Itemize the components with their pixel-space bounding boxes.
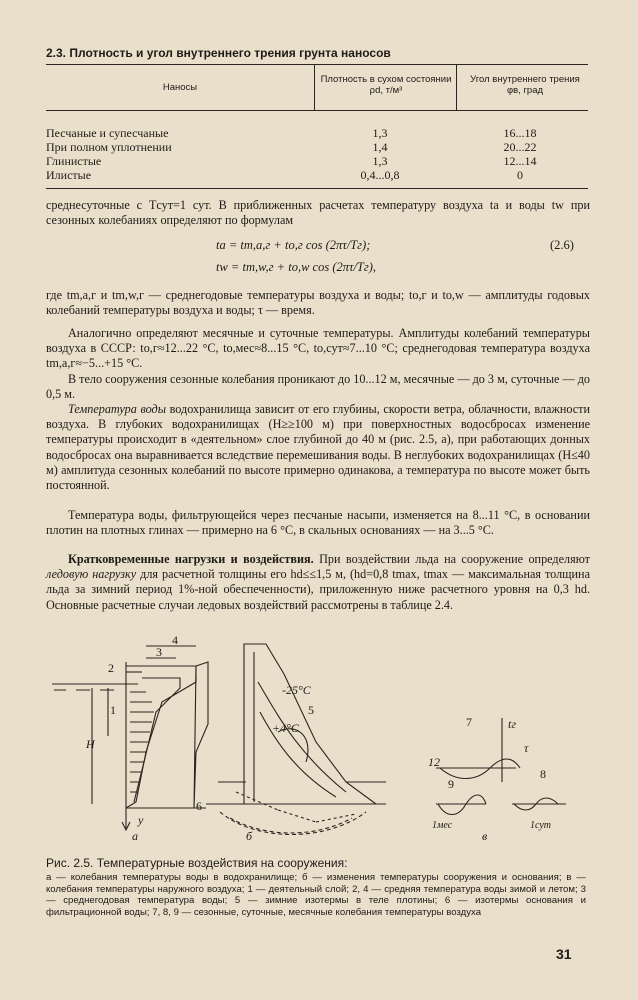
label-day: 1сут — [530, 820, 552, 831]
formula-air: ta = tm,a,г + to,г cos (2πτ/Tг); — [216, 238, 371, 252]
paragraph-7-text-b: для расчетной толщины его hd≤≤1,5 м, (hd=0,8 tmax, tmax — максимальная толщина льда за зимний период 1%-ной обеспеченности), приложенную ниже расчетного уровня на 0,3 hd. Основные расчетные случаи ледовых воздействий рассмотрены в таблице 2.4. — [46, 567, 590, 612]
paragraph-3: Аналогично определяют месячные и суточные температуры. Амплитуды колебаний температуры воздуха в СССР: to,г≈12...22 °С, to,мес≈8...15 °С, to,сут≈7...10 °С; среднегодовая температура воздуха tm,a,г≈−5...+15 °С. — [46, 326, 590, 371]
cell-density: 0,4...0,8 — [360, 168, 400, 182]
label-12: 12 — [428, 755, 440, 769]
cell-angle: 0 — [517, 168, 523, 182]
hatch-lines-a — [130, 692, 154, 792]
page-number: 31 — [556, 946, 572, 962]
cell-sediment: Глинистые — [46, 154, 102, 168]
figure-2-5 — [46, 632, 590, 854]
monthly-oscillation-curve — [438, 795, 486, 815]
label-2: 2 — [108, 661, 114, 675]
water-temperature-term: Температура воды — [68, 402, 166, 416]
label-7: 7 — [466, 715, 472, 729]
table-header-rule — [46, 110, 588, 111]
cell-sediment: Песчаные и супесчаные — [46, 126, 169, 140]
panel-label-v: в — [482, 829, 488, 843]
dam-section-a — [194, 662, 208, 808]
table-header-sediment: Наносы — [162, 82, 198, 93]
label-tau: τ — [524, 741, 529, 755]
table-header-density: Плотность в сухом состоянии ρd, т/м³ — [320, 74, 452, 96]
table-divider-1 — [314, 64, 315, 110]
short-term-loads-heading: Кратковременные нагрузки и воздействия. — [68, 552, 314, 566]
summer-temperature-curve — [126, 666, 196, 808]
paragraph-5-text: водохранилища зависит от его глубины, скорости ветра, облачности, влажности воздуха. В глубоких водохранилищах (H≥≥100 м) при поверхностных водосбросах изменение температуры происходит в «деятельном» слое глубиной до 40 м (рис. 2.5, а), при работающих донных водосбросах она выравнивается вследствие перемешивания воды. В неглубоких водохранилищах (H≤40 м) амплитуда сезонных колебаний по высоте примерно одинакова, а температура по высоте может быть постоянной. — [46, 402, 590, 493]
label-3: 3 — [156, 645, 162, 659]
label-plus4: +4°С — [272, 721, 299, 735]
winter-isotherms — [254, 652, 346, 802]
section-title: 2.3. Плотность и угол внутреннего трения грунта наносов — [46, 46, 391, 60]
winter-temperature-curve — [134, 678, 180, 802]
label-minus25: -25°С — [282, 683, 311, 697]
cell-angle: 20...22 — [503, 140, 537, 154]
paragraph-4: В тело сооружения сезонные колебания проникают до 10...12 м, месячные — до 3 м, суточные — до 0,5 м. — [46, 372, 590, 402]
cell-density: 1,3 — [372, 154, 388, 168]
table-bottom-rule — [46, 188, 588, 189]
ice-load-term: ледовую нагрузку — [46, 567, 137, 582]
filtration-isotherms — [220, 812, 366, 835]
table-header-angle: Угол внутреннего трения φв, град — [470, 74, 580, 96]
label-month: 1мес — [432, 820, 453, 831]
paragraph-5 — [46, 402, 590, 493]
panel-label-b: б — [246, 829, 253, 843]
panel-label-a: а — [132, 829, 138, 843]
table-divider-2 — [456, 64, 457, 110]
paragraph-2: где tm,a,г и tm,w,г — среднегодовые температуры воздуха и воды; to,г и to,w — амплитуды годовых колебаний температуры воздуха и воды; τ — время. — [46, 288, 590, 318]
label-8: 8 — [540, 767, 546, 781]
paragraph-6: Температура воды, фильтрующейся через песчаные насыпи, изменяется на 8...11 °С, в основании плотин на плотных глинах — примерно на 6 °С, в скальных основаниях — на 3...5 °С. — [46, 508, 590, 538]
cell-sediment: При полном уплотнении — [46, 140, 172, 154]
table-top-rule — [46, 64, 588, 65]
figure-caption-title: Рис. 2.5. Температурные воздействия на сооружения: — [46, 856, 348, 870]
cell-sediment: Илистые — [46, 168, 92, 182]
label-1: 1 — [110, 703, 116, 717]
paragraph-7 — [46, 552, 590, 613]
label-9: 9 — [448, 777, 454, 791]
annual-oscillation-curve — [440, 759, 520, 779]
paragraph-7-text-a: При воздействии льда на сооружение определяют — [313, 552, 590, 566]
figure-caption-body: а — колебания температуры воды в водохранилище; б — изменения температуры сооружения и основания; в — колебания температуры наружного воздуха; 1 — деятельный слой; 2, 4 — средняя температура воды зимой и летом; 3 — среднегодовая температура воды; 5 — зимние изотермы в теле плотины; 6 — изотермы основания и фильтрационной воды; 7, 8, 9 — сезонные, суточные, месячные колебания температуры воздуха — [46, 872, 586, 918]
formula-water: tw = tm,w,г + to,w cos (2πτ/Tг), — [216, 260, 377, 274]
cell-density: 1,4 — [372, 140, 388, 154]
cell-angle: 16...18 — [503, 126, 537, 140]
cell-density: 1,3 — [372, 126, 388, 140]
dam-body-b — [244, 644, 376, 804]
label-tr: tг — [508, 717, 517, 731]
cell-angle: 12...14 — [503, 154, 537, 168]
label-6: 6 — [196, 799, 202, 813]
paragraph-1: среднесуточные с Tсут=1 сут. В приближенных расчетах температуру воздуха ta и воды tw при сезонных колебаниях определяют по формулам — [46, 198, 590, 228]
label-4: 4 — [172, 633, 178, 647]
equation-number: (2.6) — [550, 238, 574, 252]
label-H: H — [86, 737, 95, 751]
label-5: 5 — [308, 703, 314, 717]
label-y: y — [138, 813, 144, 827]
